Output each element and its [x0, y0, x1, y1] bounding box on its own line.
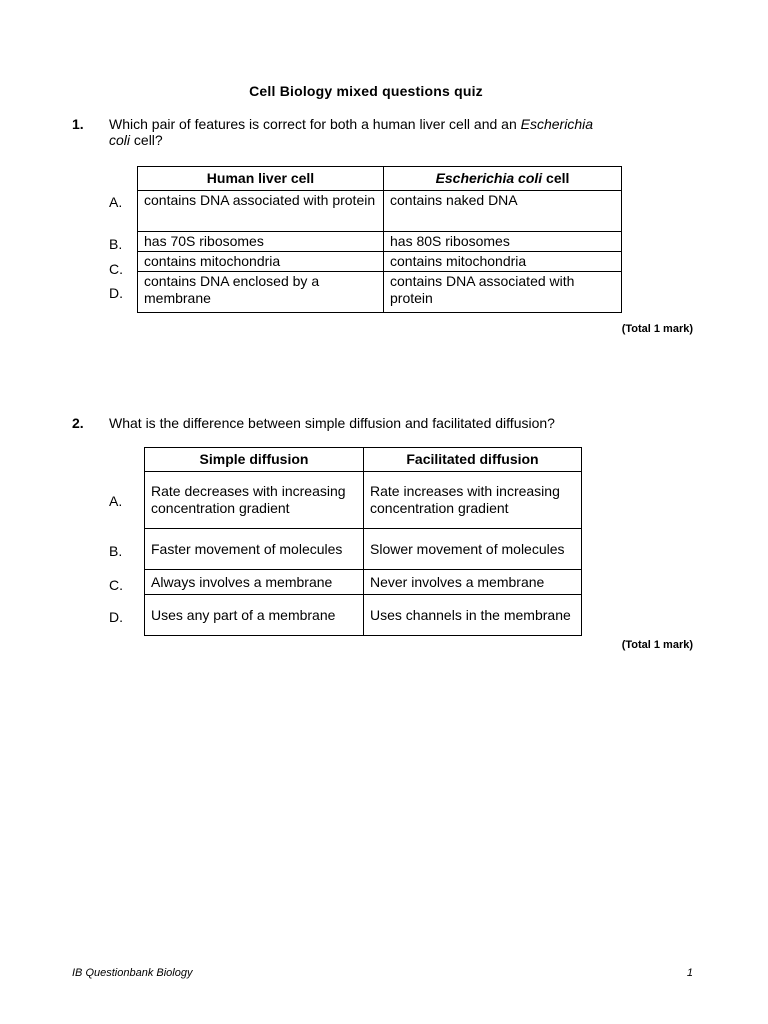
table-row — [138, 232, 622, 252]
header-cell-word: cell — [542, 170, 570, 186]
question-1-number: 1. — [72, 116, 84, 132]
option-b-liver: has 70S ribosomes — [138, 232, 384, 252]
header-simple-diffusion: Simple diffusion — [145, 448, 364, 472]
table-header-row — [145, 448, 582, 472]
question-1-total-mark: (Total 1 mark) — [621, 323, 693, 335]
table-row — [145, 529, 582, 570]
table-row — [138, 272, 622, 313]
option-a-ecoli: contains naked DNA — [384, 191, 622, 232]
option-a-letter: A. — [109, 493, 123, 509]
question-2-text: What is the difference between simple diffusion and facilitated diffusion? — [109, 415, 555, 431]
table-row — [145, 570, 582, 595]
question-1-text-before: Which pair of features is correct for both a human liver cell and an — [109, 116, 521, 132]
question-1-text-after: cell? — [130, 132, 163, 148]
footer-source: IB Questionbank Biology — [72, 967, 193, 979]
table-header-row — [138, 167, 622, 191]
question-2-table — [144, 447, 582, 636]
option-a-liver: contains DNA associated with protein — [138, 191, 384, 232]
option-b-letter: B. — [109, 236, 123, 252]
table-row — [145, 472, 582, 529]
option-c-facilitated: Never involves a membrane — [364, 570, 582, 595]
question-1-text-italic-1: Escherichia — [520, 116, 594, 132]
option-a-facilitated: Rate increases with increasing concentration gradient — [364, 472, 582, 529]
question-1-table — [137, 166, 622, 313]
option-d-simple: Uses any part of a membrane — [145, 595, 364, 636]
option-c-ecoli: contains mitochondria — [384, 252, 622, 272]
option-d-letter: D. — [109, 285, 123, 301]
option-b-ecoli: has 80S ribosomes — [384, 232, 622, 252]
option-b-letter: B. — [109, 543, 123, 559]
footer-page-number: 1 — [686, 967, 693, 979]
option-d-letter: D. — [109, 609, 123, 625]
question-2-number: 2. — [72, 415, 84, 431]
question-1-text-italic-2: coli — [109, 132, 131, 148]
header-escherichia-coli-cell — [384, 167, 622, 191]
option-c-liver: contains mitochondria — [138, 252, 384, 272]
question-1-text — [109, 116, 669, 148]
option-d-ecoli: contains DNA associated with protein — [384, 272, 622, 313]
option-a-letter: A. — [109, 194, 123, 210]
header-escherichia-coli-italic: Escherichia coli — [435, 170, 543, 186]
option-c-simple: Always involves a membrane — [145, 570, 364, 595]
table-row — [138, 252, 622, 272]
option-d-facilitated: Uses channels in the membrane — [364, 595, 582, 636]
option-c-letter: C. — [109, 577, 123, 593]
header-human-liver-cell: Human liver cell — [138, 167, 384, 191]
option-d-liver: contains DNA enclosed by a membrane — [138, 272, 384, 313]
page-title: Cell Biology mixed questions quiz — [249, 83, 483, 99]
option-c-letter: C. — [109, 261, 123, 277]
option-b-simple: Faster movement of molecules — [145, 529, 364, 570]
header-facilitated-diffusion: Facilitated diffusion — [364, 448, 582, 472]
table-row — [138, 191, 622, 232]
option-b-facilitated: Slower movement of molecules — [364, 529, 582, 570]
option-a-simple: Rate decreases with increasing concentration gradient — [145, 472, 364, 529]
question-2-total-mark: (Total 1 mark) — [621, 639, 693, 651]
table-row — [145, 595, 582, 636]
